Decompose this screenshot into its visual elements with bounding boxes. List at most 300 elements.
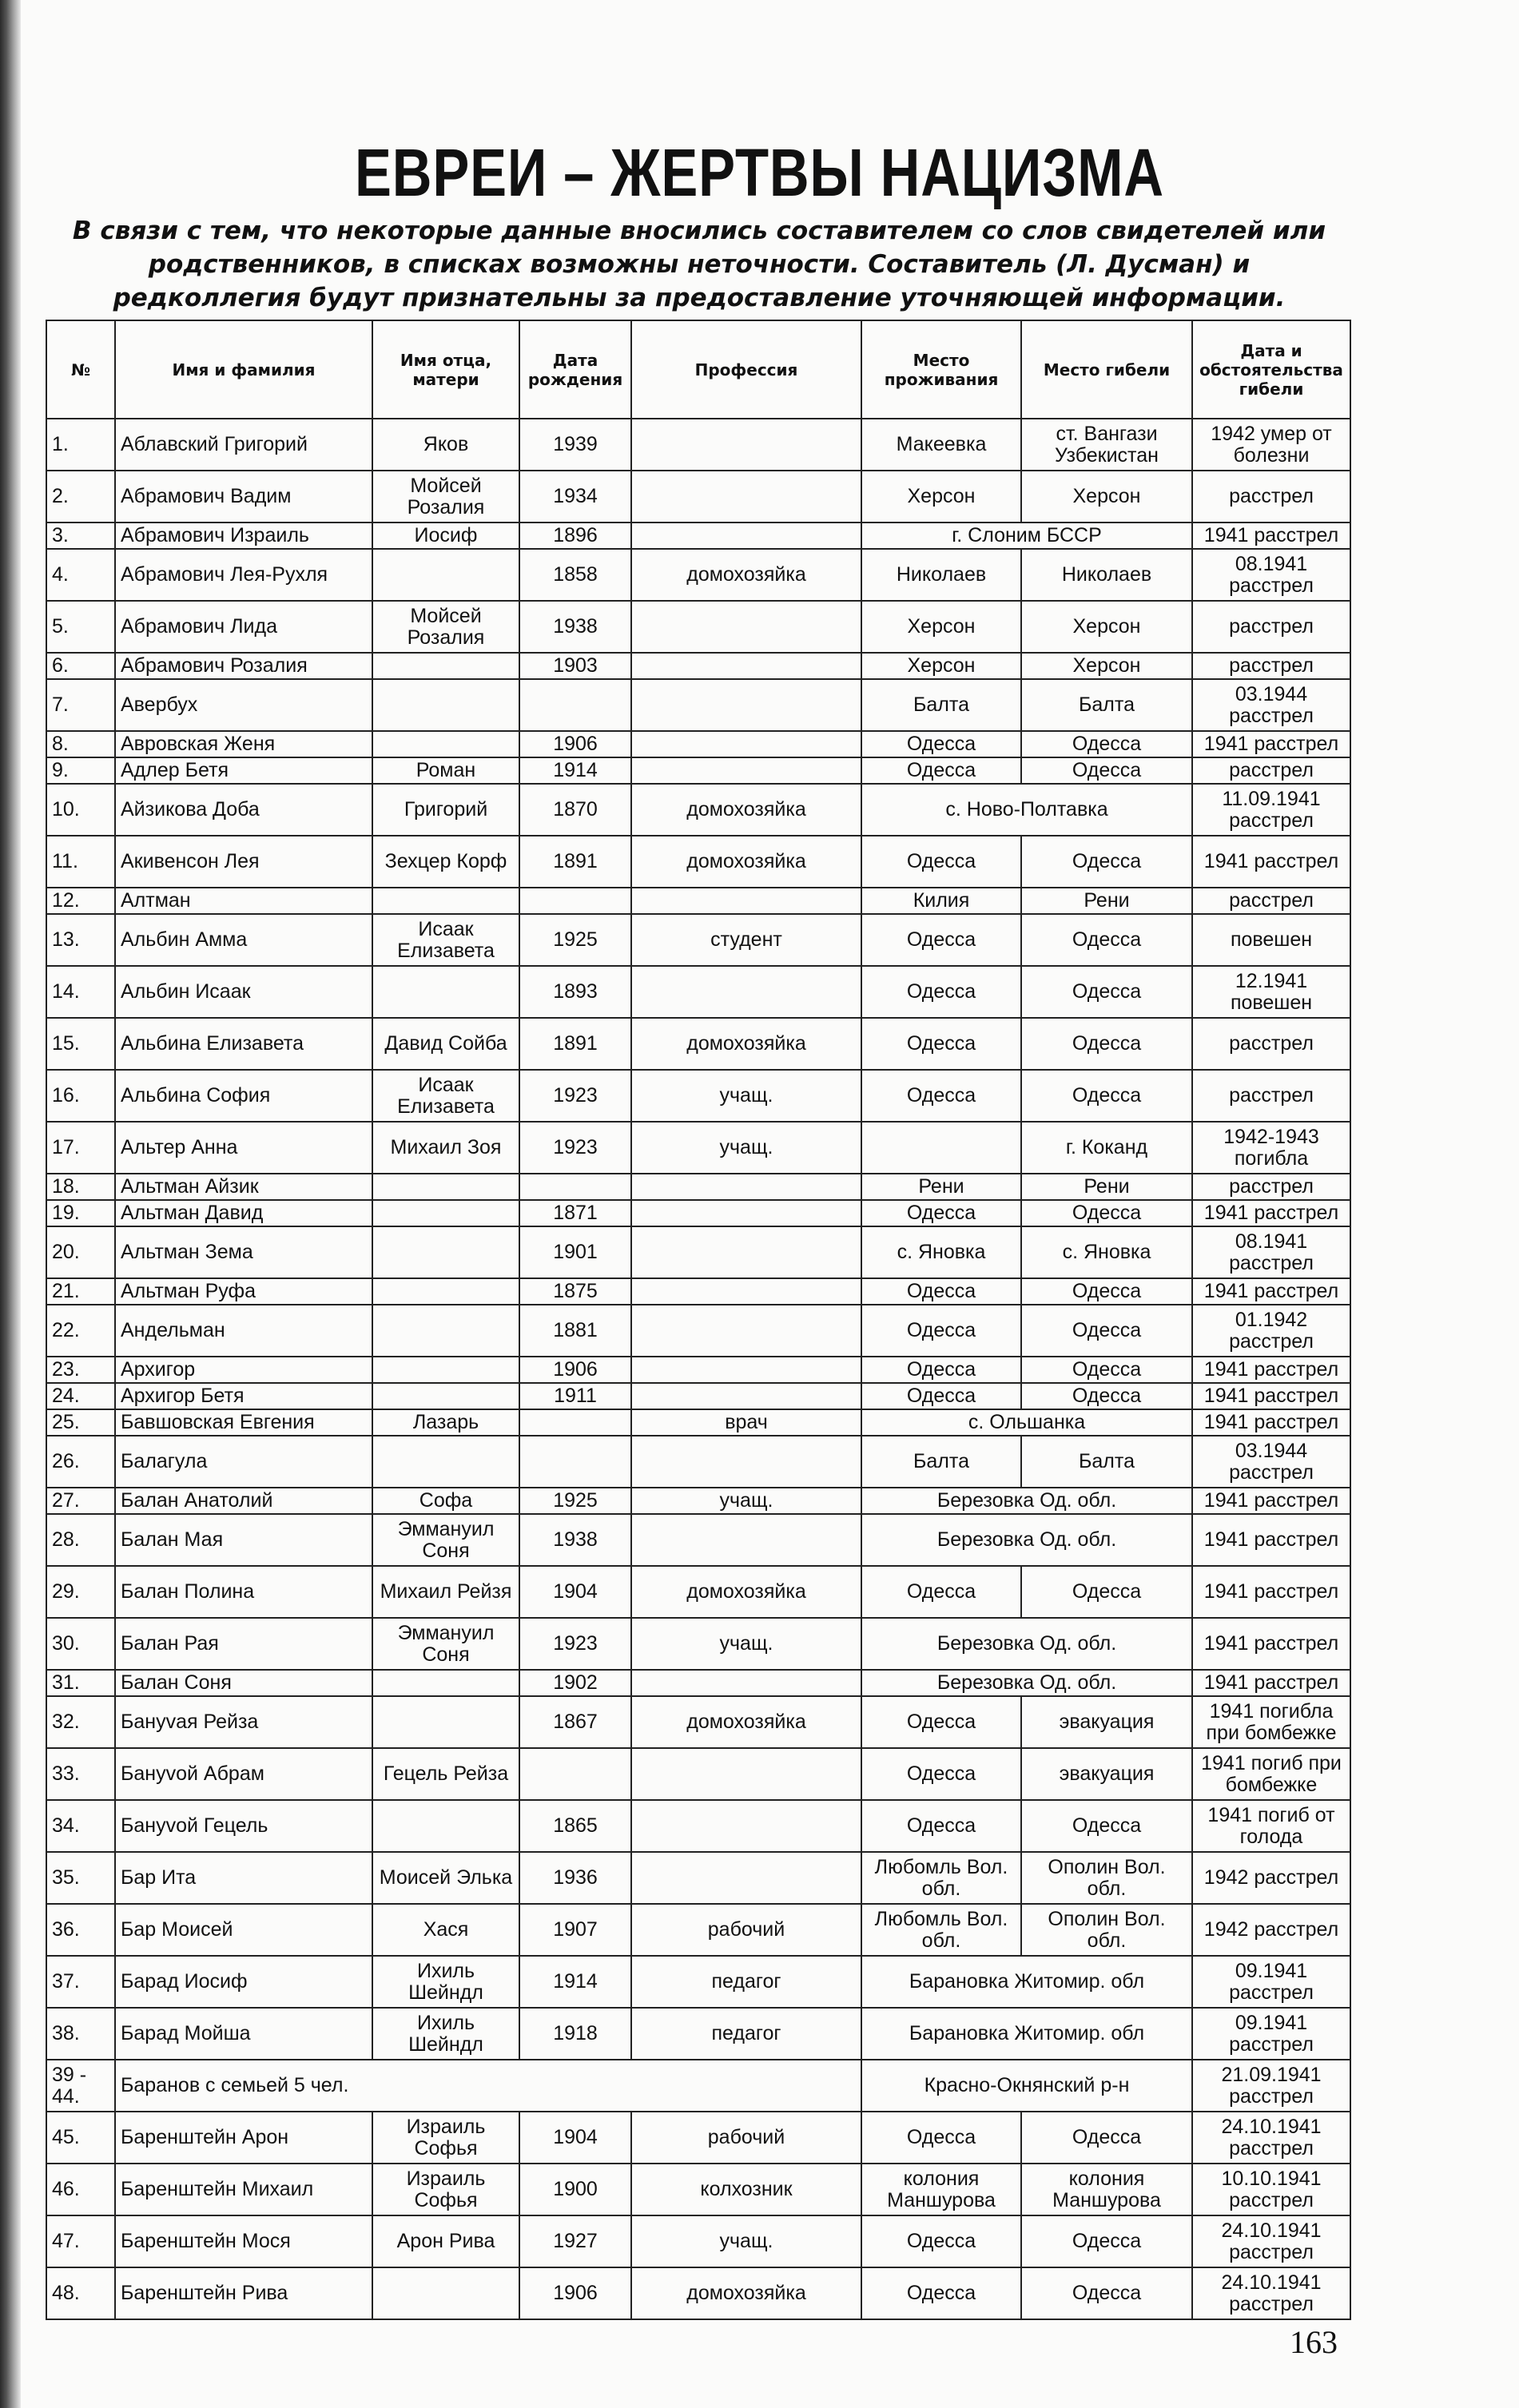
cell-no: 27. bbox=[46, 1488, 115, 1514]
cell-name: Абрамович Лея-Рухля bbox=[115, 549, 372, 601]
cell-name: Алтман bbox=[115, 888, 372, 914]
cell-profession bbox=[631, 1748, 861, 1800]
table-row bbox=[46, 549, 1350, 601]
cell-dob: 1911 bbox=[519, 1383, 631, 1409]
cell-dob: 1925 bbox=[519, 1488, 631, 1514]
cell-residence: Одесса bbox=[861, 836, 1021, 888]
cell-residence: Херсон bbox=[861, 471, 1021, 523]
cell-no: 5. bbox=[46, 601, 115, 653]
cell-parents bbox=[372, 679, 519, 731]
cell-name: Бар Ита bbox=[115, 1852, 372, 1904]
cell-dob bbox=[519, 1409, 631, 1436]
cell-profession: рабочий bbox=[631, 2112, 861, 2164]
cell-place: Красно-Окнянский р-н bbox=[861, 2060, 1192, 2112]
cell-place: Березовка Од. обл. bbox=[861, 1618, 1192, 1670]
cell-place: с. Ново-Полтавка bbox=[861, 784, 1192, 836]
cell-dob: 1927 bbox=[519, 2215, 631, 2267]
cell-residence: с. Яновка bbox=[861, 1226, 1021, 1278]
cell-no: 9. bbox=[46, 757, 115, 784]
cell-parents: Иосиф bbox=[372, 523, 519, 549]
cell-parents bbox=[372, 1670, 519, 1696]
cell-residence: Балта bbox=[861, 679, 1021, 731]
cell-parents: Эммануил Соня bbox=[372, 1514, 519, 1566]
cell-dob: 1914 bbox=[519, 757, 631, 784]
cell-residence: Николаев bbox=[861, 549, 1021, 601]
cell-name: Адлер Бетя bbox=[115, 757, 372, 784]
cell-parents: Израиль Софья bbox=[372, 2164, 519, 2215]
cell-name: Альбина София bbox=[115, 1070, 372, 1122]
cell-profession bbox=[631, 1226, 861, 1278]
cell-circumstances: 1941 расстрел bbox=[1192, 836, 1350, 888]
cell-parents bbox=[372, 1174, 519, 1200]
cell-death-place: Одесса bbox=[1021, 731, 1192, 757]
cell-profession bbox=[631, 731, 861, 757]
cell-no: 30. bbox=[46, 1618, 115, 1670]
cell-dob: 1865 bbox=[519, 1800, 631, 1852]
cell-circumstances: расстрел bbox=[1192, 601, 1350, 653]
cell-residence: Одесса bbox=[861, 1383, 1021, 1409]
cell-circumstances: 12.1941 повешен bbox=[1192, 966, 1350, 1018]
cell-no: 37. bbox=[46, 1956, 115, 2008]
cell-parents bbox=[372, 1357, 519, 1383]
cell-dob: 1901 bbox=[519, 1226, 631, 1278]
cell-circumstances: 1942 расстрел bbox=[1192, 1904, 1350, 1956]
cell-dob: 1858 bbox=[519, 549, 631, 601]
cell-dob: 1938 bbox=[519, 1514, 631, 1566]
cell-profession bbox=[631, 966, 861, 1018]
table-header-row bbox=[46, 320, 1350, 419]
cell-circumstances: 1941 погибла при бомбежке bbox=[1192, 1696, 1350, 1748]
table-row bbox=[46, 1748, 1350, 1800]
cell-parents bbox=[372, 731, 519, 757]
table-row bbox=[46, 1174, 1350, 1200]
cell-dob: 1871 bbox=[519, 1200, 631, 1226]
cell-no: 10. bbox=[46, 784, 115, 836]
table-row bbox=[46, 1070, 1350, 1122]
cell-no: 25. bbox=[46, 1409, 115, 1436]
cell-death-place: Одесса bbox=[1021, 1018, 1192, 1070]
cell-dob: 1907 bbox=[519, 1904, 631, 1956]
cell-name: Балан Анатолий bbox=[115, 1488, 372, 1514]
cell-no: 39 - 44. bbox=[46, 2060, 115, 2112]
cell-residence: Рени bbox=[861, 1174, 1021, 1200]
header-circumstances: Дата и обстоятельства гибели bbox=[1192, 320, 1350, 419]
page-title: ЕВРЕИ – ЖЕРТВЫ НАЦИЗМА bbox=[355, 135, 1164, 210]
cell-dob: 1904 bbox=[519, 1566, 631, 1618]
cell-death-place: с. Яновка bbox=[1021, 1226, 1192, 1278]
cell-name: Бавшовская Евгения bbox=[115, 1409, 372, 1436]
table-row bbox=[46, 784, 1350, 836]
cell-residence: Одесса bbox=[861, 914, 1021, 966]
cell-place: Березовка Од. обл. bbox=[861, 1514, 1192, 1566]
cell-death-place: колония Маншурова bbox=[1021, 2164, 1192, 2215]
cell-parents: Михаил Зоя bbox=[372, 1122, 519, 1174]
cell-dob: 1936 bbox=[519, 1852, 631, 1904]
header-residence: Место проживания bbox=[861, 320, 1021, 419]
table-row bbox=[46, 1488, 1350, 1514]
cell-dob: 1918 bbox=[519, 2008, 631, 2060]
cell-residence: Херсон bbox=[861, 653, 1021, 679]
cell-residence: Одесса bbox=[861, 731, 1021, 757]
cell-death-place: Одесса bbox=[1021, 2215, 1192, 2267]
cell-dob: 1934 bbox=[519, 471, 631, 523]
cell-parents: Исаак Елизавета bbox=[372, 1070, 519, 1122]
intro-paragraph: В связи с тем, что некоторые данные вносились составителем со слов свидетелей или родственников, в списках возможны неточности. Составитель (Л. Дусман) и редколлегия будут признательны за предоставление уточняющей информации. bbox=[72, 217, 1326, 312]
cell-profession bbox=[631, 1305, 861, 1357]
cell-death-place: эвакуация bbox=[1021, 1748, 1192, 1800]
table-row bbox=[46, 1383, 1350, 1409]
cell-death-place: Одесса bbox=[1021, 966, 1192, 1018]
cell-no: 34. bbox=[46, 1800, 115, 1852]
cell-dob bbox=[519, 1174, 631, 1200]
cell-profession bbox=[631, 1800, 861, 1852]
cell-parents bbox=[372, 549, 519, 601]
header-dob: Дата рождения bbox=[519, 320, 631, 419]
cell-circumstances: 08.1941 расстрел bbox=[1192, 549, 1350, 601]
table-row bbox=[46, 2008, 1350, 2060]
cell-parents: Давид Сойба bbox=[372, 1018, 519, 1070]
cell-parents bbox=[372, 888, 519, 914]
cell-death-place: Одесса bbox=[1021, 757, 1192, 784]
cell-residence: Одесса bbox=[861, 1748, 1021, 1800]
cell-death-place: Херсон bbox=[1021, 471, 1192, 523]
cell-no: 26. bbox=[46, 1436, 115, 1488]
cell-profession: учащ. bbox=[631, 2215, 861, 2267]
cell-no: 21. bbox=[46, 1278, 115, 1305]
cell-name: Бар Моисей bbox=[115, 1904, 372, 1956]
cell-profession: педагог bbox=[631, 1956, 861, 2008]
cell-residence: Одесса bbox=[861, 2215, 1021, 2267]
cell-parents bbox=[372, 2267, 519, 2319]
cell-profession: домохозяйка bbox=[631, 1018, 861, 1070]
cell-profession bbox=[631, 1852, 861, 1904]
header-parents: Имя отца, матери bbox=[372, 320, 519, 419]
cell-circumstances: 09.1941 расстрел bbox=[1192, 1956, 1350, 2008]
cell-name: Бануvая Рейза bbox=[115, 1696, 372, 1748]
table-row bbox=[46, 1514, 1350, 1566]
cell-profession bbox=[631, 419, 861, 471]
cell-profession bbox=[631, 523, 861, 549]
cell-residence: Одесса bbox=[861, 2267, 1021, 2319]
cell-residence: Одесса bbox=[861, 2112, 1021, 2164]
cell-dob: 1925 bbox=[519, 914, 631, 966]
cell-parents bbox=[372, 1226, 519, 1278]
table-row bbox=[46, 1566, 1350, 1618]
table-row bbox=[46, 1305, 1350, 1357]
cell-circumstances: 24.10.1941 расстрел bbox=[1192, 2215, 1350, 2267]
cell-residence: Херсон bbox=[861, 601, 1021, 653]
cell-death-place: Николаев bbox=[1021, 549, 1192, 601]
cell-name: Балан Соня bbox=[115, 1670, 372, 1696]
table-row bbox=[46, 2215, 1350, 2267]
cell-death-place: Одесса bbox=[1021, 1800, 1192, 1852]
cell-dob bbox=[519, 888, 631, 914]
cell-profession bbox=[631, 1383, 861, 1409]
cell-place: Барановка Житомир. обл bbox=[861, 1956, 1192, 2008]
cell-residence: Балта bbox=[861, 1436, 1021, 1488]
cell-name: Андельман bbox=[115, 1305, 372, 1357]
table-row bbox=[46, 1696, 1350, 1748]
cell-dob: 1906 bbox=[519, 731, 631, 757]
cell-circumstances: 1941 расстрел bbox=[1192, 1357, 1350, 1383]
cell-place: Барановка Житомир. обл bbox=[861, 2008, 1192, 2060]
cell-name: Альбин Амма bbox=[115, 914, 372, 966]
cell-dob: 1867 bbox=[519, 1696, 631, 1748]
cell-profession: учащ. bbox=[631, 1488, 861, 1514]
cell-circumstances: 1941 расстрел bbox=[1192, 1278, 1350, 1305]
cell-no: 1. bbox=[46, 419, 115, 471]
cell-profession: учащ. bbox=[631, 1122, 861, 1174]
cell-circumstances: 1942 умер от болезни bbox=[1192, 419, 1350, 471]
cell-dob: 1939 bbox=[519, 419, 631, 471]
cell-name: Архигор Бетя bbox=[115, 1383, 372, 1409]
table-body bbox=[46, 419, 1350, 2319]
cell-no: 38. bbox=[46, 2008, 115, 2060]
cell-parents: Григорий bbox=[372, 784, 519, 836]
cell-dob: 1875 bbox=[519, 1278, 631, 1305]
cell-parents: Роман bbox=[372, 757, 519, 784]
cell-no: 14. bbox=[46, 966, 115, 1018]
header-no: № bbox=[46, 320, 115, 419]
table-row bbox=[46, 419, 1350, 471]
cell-residence: Одесса bbox=[861, 757, 1021, 784]
cell-parents bbox=[372, 1436, 519, 1488]
cell-parents: Хася bbox=[372, 1904, 519, 1956]
cell-residence: Одесса bbox=[861, 1200, 1021, 1226]
cell-circumstances: 08.1941 расстрел bbox=[1192, 1226, 1350, 1278]
cell-dob: 1923 bbox=[519, 1122, 631, 1174]
cell-residence: Одесса bbox=[861, 1018, 1021, 1070]
cell-parents bbox=[372, 1383, 519, 1409]
table-row bbox=[46, 1618, 1350, 1670]
cell-no: 19. bbox=[46, 1200, 115, 1226]
cell-residence: Любомль Вол. обл. bbox=[861, 1904, 1021, 1956]
cell-parents: Гецель Рейза bbox=[372, 1748, 519, 1800]
cell-no: 7. bbox=[46, 679, 115, 731]
cell-no: 2. bbox=[46, 471, 115, 523]
table-row bbox=[46, 1670, 1350, 1696]
header-profession: Профессия bbox=[631, 320, 861, 419]
header-name: Имя и фамилия bbox=[115, 320, 372, 419]
cell-profession bbox=[631, 679, 861, 731]
cell-profession: домохозяйка bbox=[631, 549, 861, 601]
cell-circumstances: 1941 расстрел bbox=[1192, 1488, 1350, 1514]
cell-death-place: Одесса bbox=[1021, 1305, 1192, 1357]
cell-residence: Макеевка bbox=[861, 419, 1021, 471]
table-row bbox=[46, 2060, 1350, 2112]
cell-residence: Одесса bbox=[861, 1566, 1021, 1618]
page-number: 163 bbox=[1290, 2324, 1338, 2360]
cell-name: Баранов с семьей 5 чел. bbox=[115, 2060, 861, 2112]
cell-circumstances: 1941 расстрел bbox=[1192, 1670, 1350, 1696]
cell-dob bbox=[519, 1748, 631, 1800]
cell-circumstances: 03.1944 расстрел bbox=[1192, 679, 1350, 731]
cell-no: 46. bbox=[46, 2164, 115, 2215]
cell-parents: Зехцер Корф bbox=[372, 836, 519, 888]
cell-place: с. Ольшанка bbox=[861, 1409, 1192, 1436]
cell-parents: Арон Рива bbox=[372, 2215, 519, 2267]
cell-death-place: Одесса bbox=[1021, 1200, 1192, 1226]
cell-name: Барад Мойша bbox=[115, 2008, 372, 2060]
cell-profession: домохозяйка bbox=[631, 1566, 861, 1618]
cell-profession: колхозник bbox=[631, 2164, 861, 2215]
cell-death-place: Одесса bbox=[1021, 2267, 1192, 2319]
cell-no: 16. bbox=[46, 1070, 115, 1122]
cell-no: 18. bbox=[46, 1174, 115, 1200]
cell-dob: 1881 bbox=[519, 1305, 631, 1357]
cell-no: 3. bbox=[46, 523, 115, 549]
cell-profession: домохозяйка bbox=[631, 1696, 861, 1748]
cell-residence: Одесса bbox=[861, 966, 1021, 1018]
cell-parents: Эммануил Соня bbox=[372, 1618, 519, 1670]
cell-dob: 1870 bbox=[519, 784, 631, 836]
cell-no: 15. bbox=[46, 1018, 115, 1070]
table-row bbox=[46, 966, 1350, 1018]
cell-circumstances: 09.1941 расстрел bbox=[1192, 2008, 1350, 2060]
cell-no: 20. bbox=[46, 1226, 115, 1278]
cell-circumstances: 24.10.1941 расстрел bbox=[1192, 2267, 1350, 2319]
cell-dob: 1923 bbox=[519, 1070, 631, 1122]
table-row bbox=[46, 2112, 1350, 2164]
cell-circumstances: 10.10.1941 расстрел bbox=[1192, 2164, 1350, 2215]
cell-profession bbox=[631, 1174, 861, 1200]
cell-death-place: Одесса bbox=[1021, 914, 1192, 966]
cell-parents: Софа bbox=[372, 1488, 519, 1514]
cell-parents: Мойсей Розалия bbox=[372, 471, 519, 523]
cell-name: Абрамович Лида bbox=[115, 601, 372, 653]
cell-circumstances: расстрел bbox=[1192, 1070, 1350, 1122]
cell-parents bbox=[372, 653, 519, 679]
cell-death-place: Балта bbox=[1021, 1436, 1192, 1488]
cell-circumstances: 11.09.1941 расстрел bbox=[1192, 784, 1350, 836]
cell-no: 22. bbox=[46, 1305, 115, 1357]
cell-circumstances: 1941 расстрел bbox=[1192, 731, 1350, 757]
cell-dob: 1904 bbox=[519, 2112, 631, 2164]
cell-death-place: Одесса bbox=[1021, 1278, 1192, 1305]
cell-name: Бануvой Абрам bbox=[115, 1748, 372, 1800]
cell-circumstances: расстрел bbox=[1192, 757, 1350, 784]
cell-name: Альтер Анна bbox=[115, 1122, 372, 1174]
cell-profession bbox=[631, 888, 861, 914]
cell-circumstances: 1941 расстрел bbox=[1192, 1409, 1350, 1436]
cell-no: 45. bbox=[46, 2112, 115, 2164]
cell-profession: врач bbox=[631, 1409, 861, 1436]
cell-no: 13. bbox=[46, 914, 115, 966]
cell-place: Березовка Од. обл. bbox=[861, 1488, 1192, 1514]
cell-death-place: Херсон bbox=[1021, 653, 1192, 679]
cell-parents bbox=[372, 1696, 519, 1748]
cell-parents: Моисей Элька bbox=[372, 1852, 519, 1904]
cell-death-place: Ополин Вол. обл. bbox=[1021, 1904, 1192, 1956]
cell-no: 17. bbox=[46, 1122, 115, 1174]
cell-name: Балан Полина bbox=[115, 1566, 372, 1618]
cell-profession: педагог bbox=[631, 2008, 861, 2060]
cell-residence: Килия bbox=[861, 888, 1021, 914]
cell-circumstances: расстрел bbox=[1192, 1174, 1350, 1200]
cell-profession bbox=[631, 1200, 861, 1226]
cell-name: Авровская Женя bbox=[115, 731, 372, 757]
cell-residence: Любомль Вол. обл. bbox=[861, 1852, 1021, 1904]
cell-name: Альбина Елизавета bbox=[115, 1018, 372, 1070]
cell-no: 12. bbox=[46, 888, 115, 914]
cell-dob: 1896 bbox=[519, 523, 631, 549]
cell-circumstances: расстрел bbox=[1192, 653, 1350, 679]
cell-name: Альтман Айзик bbox=[115, 1174, 372, 1200]
table-row bbox=[46, 1357, 1350, 1383]
table-row bbox=[46, 914, 1350, 966]
cell-profession bbox=[631, 1514, 861, 1566]
cell-no: 23. bbox=[46, 1357, 115, 1383]
cell-circumstances: повешен bbox=[1192, 914, 1350, 966]
cell-profession: учащ. bbox=[631, 1618, 861, 1670]
cell-name: Акивенсон Лея bbox=[115, 836, 372, 888]
book-spine-shadow bbox=[0, 0, 21, 2408]
table-row bbox=[46, 1904, 1350, 1956]
cell-residence bbox=[861, 1122, 1021, 1174]
cell-death-place: Одесса bbox=[1021, 1357, 1192, 1383]
cell-no: 6. bbox=[46, 653, 115, 679]
cell-profession bbox=[631, 471, 861, 523]
cell-dob bbox=[519, 679, 631, 731]
cell-profession: домохозяйка bbox=[631, 784, 861, 836]
cell-no: 28. bbox=[46, 1514, 115, 1566]
table-row bbox=[46, 1956, 1350, 2008]
cell-circumstances: 21.09.1941 расстрел bbox=[1192, 2060, 1350, 2112]
cell-no: 11. bbox=[46, 836, 115, 888]
cell-parents: Яков bbox=[372, 419, 519, 471]
cell-parents: Михаил Рейзя bbox=[372, 1566, 519, 1618]
cell-dob: 1903 bbox=[519, 653, 631, 679]
cell-no: 47. bbox=[46, 2215, 115, 2267]
cell-name: Авербух bbox=[115, 679, 372, 731]
table-row bbox=[46, 1800, 1350, 1852]
cell-name: Баренштейн Рива bbox=[115, 2267, 372, 2319]
cell-name: Балагула bbox=[115, 1436, 372, 1488]
cell-profession bbox=[631, 757, 861, 784]
cell-dob: 1893 bbox=[519, 966, 631, 1018]
cell-parents bbox=[372, 1200, 519, 1226]
table-row bbox=[46, 1200, 1350, 1226]
cell-no: 33. bbox=[46, 1748, 115, 1800]
cell-parents: Мойсей Розалия bbox=[372, 601, 519, 653]
cell-death-place: эвакуация bbox=[1021, 1696, 1192, 1748]
cell-circumstances: 1941 погиб при бомбежке bbox=[1192, 1748, 1350, 1800]
cell-name: Абрамович Израиль bbox=[115, 523, 372, 549]
table-row bbox=[46, 1226, 1350, 1278]
cell-name: Баренштейн Михаил bbox=[115, 2164, 372, 2215]
cell-dob: 1938 bbox=[519, 601, 631, 653]
cell-profession: домохозяйка bbox=[631, 2267, 861, 2319]
cell-name: Абрамович Розалия bbox=[115, 653, 372, 679]
cell-circumstances: расстрел bbox=[1192, 888, 1350, 914]
cell-profession: студент bbox=[631, 914, 861, 966]
cell-no: 8. bbox=[46, 731, 115, 757]
cell-profession bbox=[631, 601, 861, 653]
cell-no: 32. bbox=[46, 1696, 115, 1748]
cell-death-place: Рени bbox=[1021, 888, 1192, 914]
cell-parents: Исаак Елизавета bbox=[372, 914, 519, 966]
table-row bbox=[46, 1436, 1350, 1488]
cell-circumstances: 1941 расстрел bbox=[1192, 1514, 1350, 1566]
cell-death-place: Ополин Вол. обл. bbox=[1021, 1852, 1192, 1904]
cell-name: Аблавский Григорий bbox=[115, 419, 372, 471]
table-row bbox=[46, 836, 1350, 888]
cell-residence: колония Маншурова bbox=[861, 2164, 1021, 2215]
cell-place: Березовка Од. обл. bbox=[861, 1670, 1192, 1696]
cell-death-place: Рени bbox=[1021, 1174, 1192, 1200]
cell-name: Балан Мая bbox=[115, 1514, 372, 1566]
cell-dob: 1906 bbox=[519, 2267, 631, 2319]
